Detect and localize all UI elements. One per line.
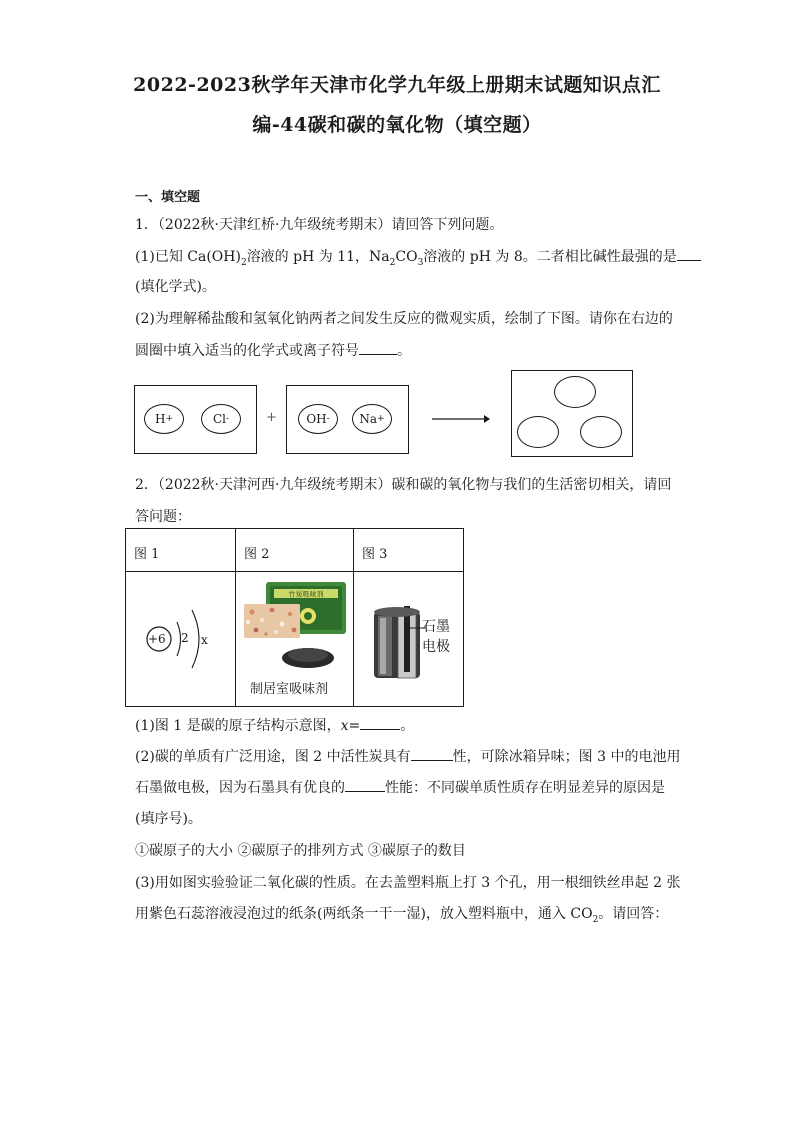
answer-blank[interactable]: [345, 777, 385, 792]
fig2-cell: [236, 572, 354, 707]
fig2-header: 图 2: [236, 529, 354, 572]
q1-part1-line2: (填化学式)。: [135, 279, 216, 295]
product-box: [511, 370, 633, 457]
subscript: 3: [417, 257, 424, 268]
document-title-line1: 2022-2023秋学年天津市化学九年级上册期末试题知识点汇: [133, 74, 661, 96]
nucleus-charge: +6: [148, 632, 166, 646]
q1-text: 溶液的 pH 为 8。二者相比碱性最强的是: [423, 249, 677, 265]
q1-part2-line1: (2)为理解稀盐酸和氢氧化钠两者之间发生反应的微观实质，绘制了下图。请你在右边的: [135, 311, 673, 327]
answer-blank[interactable]: [359, 340, 397, 355]
q2-text: (1)图 1 是碳的原子结构示意图，: [135, 718, 341, 734]
reaction-arrow: [432, 413, 490, 425]
q2-text: =: [348, 718, 361, 734]
answer-blank[interactable]: [677, 246, 701, 261]
ion-oh: OH -: [298, 404, 338, 434]
shell1-electrons: 2: [181, 631, 189, 645]
fig3-header: 图 3: [354, 529, 464, 572]
variable-x: x: [340, 718, 349, 734]
q1-text: 溶液的 pH 为 11，Na: [246, 249, 390, 265]
q2-options: ①碳原子的大小 ②碳原子的排列方式 ③碳原子的数目: [135, 843, 466, 859]
ion-cl: Cl -: [201, 404, 241, 434]
document-title-line2: 编-44碳和碳的氧化物（填空题）: [252, 114, 542, 136]
graphite-label-1: 石墨: [422, 619, 450, 635]
q2-part3-line2: [135, 903, 668, 925]
q1-part2-line2: [135, 340, 411, 360]
reactant-box-acid: [134, 385, 257, 454]
product-circle-top[interactable]: [554, 376, 596, 408]
q2-text: 性能：不同碳单质性质存在明显差异的原因是: [385, 780, 665, 796]
package-label: 竹炭吸味剂: [288, 590, 324, 599]
subscript: 2: [592, 914, 599, 925]
q2-part2-line1: [135, 746, 680, 766]
q1-text: (1)已知 Ca(OH): [135, 249, 241, 265]
q1-text: 圆圈中填入适当的化学式或离子符号: [135, 343, 359, 359]
q2-part2-line3: (填序号)。: [135, 811, 202, 827]
shell2-electrons: x: [201, 633, 208, 647]
answer-blank[interactable]: [411, 746, 453, 761]
figure-table: [125, 528, 464, 707]
product-circle-left[interactable]: [517, 416, 559, 448]
subscript: 2: [389, 257, 396, 268]
q1-stem: 1．（2022秋·天津红桥·九年级统考期末）请回答下列问题。: [135, 217, 504, 233]
product-circle-right[interactable]: [580, 416, 622, 448]
q2-stem-line2: 答问题：: [135, 509, 191, 525]
q2-part2-line2: [135, 777, 665, 797]
subscript: 2: [240, 257, 247, 268]
fig1-header: 图 1: [126, 529, 236, 572]
q1-part1-line1: [135, 246, 701, 268]
graphite-label-2: 电极: [422, 639, 450, 655]
q2-stem-line1: 2．（2022秋·天津河西·九年级统考期末）碳和碳的氧化物与我们的生活密切相关，请回: [135, 477, 672, 493]
answer-blank[interactable]: [360, 715, 400, 730]
fig3-cell: [354, 572, 464, 707]
q1-text: CO: [395, 249, 418, 265]
q2-part1: [135, 715, 414, 735]
q2-part3-line1: (3)用如图实验验证二氧化碳的性质。在去盖塑料瓶上打 3 个孔，用一根细铁丝串起 2 张: [135, 875, 681, 891]
q2-text: 。: [400, 718, 415, 734]
q2-text: 用紫色石蕊溶液浸泡过的纸条(两纸条一干一湿)，放入塑料瓶中，通入 CO: [135, 906, 593, 922]
ion-na: Na +: [352, 404, 392, 434]
q2-text: 。请回答：: [598, 906, 669, 922]
deodorant-product-image: [236, 572, 353, 672]
fig2-caption: 制居室吸味剂: [250, 682, 329, 697]
reactant-box-base: [286, 385, 409, 454]
section-heading: 一、填空题: [135, 190, 201, 205]
plus-sign: +: [266, 410, 277, 425]
fig1-cell: [126, 572, 236, 707]
q2-text: 石墨做电极，因为石墨具有优良的: [135, 780, 345, 796]
q2-text: 性，可除冰箱异味；图 3 中的电池用: [452, 749, 681, 765]
q2-text: (2)碳的单质有广泛用途，图 2 中活性炭具有: [135, 749, 411, 765]
ion-h: H +: [144, 404, 184, 434]
q1-text: 。: [397, 343, 411, 359]
